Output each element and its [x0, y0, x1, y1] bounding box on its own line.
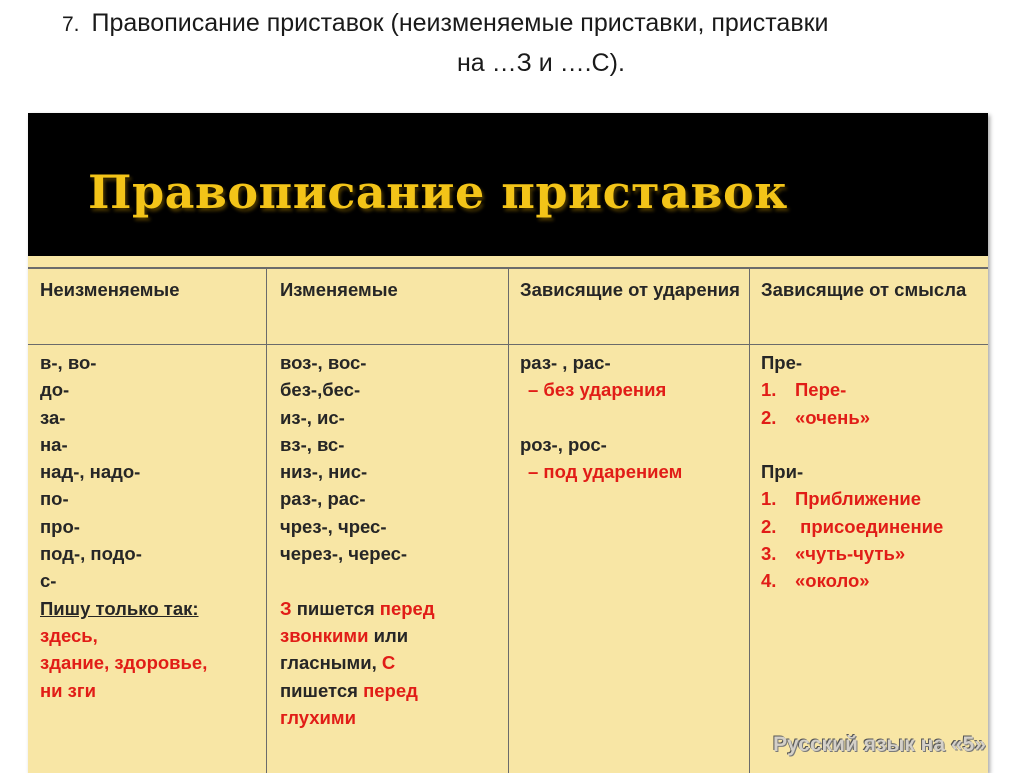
- item-text: Пере-: [795, 379, 847, 401]
- pri-meanings-list: [761, 485, 985, 594]
- column-stress-dependent: [520, 349, 744, 485]
- prefix-item: из-, ис-: [280, 406, 345, 428]
- note-label: Пишу только так:: [40, 597, 199, 619]
- unstressed-rule: – без ударения: [528, 379, 667, 401]
- prefix-item: до-: [40, 379, 70, 401]
- slide-title-line1: Правописание приставок (неизменяемые приставки, приставки: [91, 9, 829, 37]
- column-unchangeable: [40, 349, 262, 704]
- note-word: здание, здоровье,: [40, 652, 208, 674]
- column-divider-1: [266, 267, 267, 773]
- rule-line: [280, 649, 504, 676]
- item-text: Приближение: [795, 488, 922, 510]
- pre-meanings-list: [761, 376, 985, 431]
- meaning-item: [761, 376, 985, 403]
- rule-segment: З: [280, 597, 292, 619]
- column-divider-3: [749, 267, 750, 773]
- prefix-item: чрез-, чрес-: [280, 515, 387, 537]
- rule-segment: перед: [379, 597, 435, 619]
- prefix-item: с-: [40, 570, 57, 592]
- prefix-item: в-, во-: [40, 352, 97, 373]
- stressed-rule: – под ударением: [528, 461, 683, 483]
- prefix-item: низ-, нис-: [280, 461, 368, 483]
- prefix-item: раз-, рас-: [280, 488, 366, 510]
- prefix-item: под-, подо-: [40, 543, 142, 565]
- banner-title: Правописание приставок: [88, 165, 788, 219]
- header-unchangeable: Неизменяемые: [40, 279, 180, 300]
- item-text: «очень»: [795, 406, 870, 428]
- prefix-item: по-: [40, 488, 69, 510]
- rule-line: [280, 622, 504, 649]
- prefix-item: за-: [40, 406, 66, 428]
- prefix-item: на-: [40, 433, 68, 455]
- rule-line: [280, 595, 504, 622]
- meaning-item: [761, 513, 985, 540]
- column-meaning-dependent: [761, 349, 985, 595]
- changeable-rule: [280, 595, 504, 731]
- note-word: ни зги: [40, 679, 96, 701]
- rule-segment: пишется: [291, 597, 380, 619]
- item-number: 3.: [761, 543, 777, 565]
- prefix-item: про-: [40, 515, 80, 537]
- item-number: 1.: [761, 379, 777, 401]
- item-number: 2.: [761, 515, 777, 537]
- rule-segment: звонкими: [280, 624, 369, 646]
- item-text: присоединение: [795, 515, 944, 537]
- meaning-item: [761, 540, 985, 567]
- prefix-item: воз-, вос-: [280, 352, 367, 373]
- rule-line: [280, 704, 504, 731]
- item-number: 2.: [761, 406, 777, 428]
- rule-segment: пишется: [280, 679, 364, 701]
- item-number: 4.: [761, 570, 777, 592]
- meaning-item: [761, 485, 985, 512]
- changeable-prefix-list: [280, 349, 504, 567]
- rule-segment: гласными,: [280, 652, 382, 674]
- prefix-item: без-,бес-: [280, 379, 361, 401]
- table-banner: [28, 113, 988, 256]
- rule-line: [280, 677, 504, 704]
- rule-segment: перед: [363, 679, 418, 701]
- slide-title: [62, 4, 1002, 82]
- rule-segment: С: [381, 652, 396, 674]
- prefix-item: вз-, вс-: [280, 433, 345, 455]
- item-number: 1.: [761, 488, 777, 510]
- stressed-prefix: роз-, рос-: [520, 433, 607, 455]
- unchangeable-prefix-list: [40, 349, 262, 595]
- pri-label: При-: [761, 461, 804, 483]
- rule-segment: или: [368, 624, 409, 646]
- prefix-item: через-, черес-: [280, 543, 408, 565]
- unstressed-prefix: раз- , рас-: [520, 352, 611, 373]
- slide-number: 7.: [62, 13, 80, 36]
- meaning-item: [761, 404, 985, 431]
- source-watermark: Русский язык на «5»: [773, 733, 986, 756]
- item-text: «чуть-чуть»: [795, 543, 906, 565]
- rule-segment: глухими: [280, 706, 356, 728]
- note-words: [40, 622, 262, 704]
- header-stress-dependent: Зависящие от ударения: [520, 279, 740, 300]
- prefix-item: над-, надо-: [40, 461, 141, 483]
- slide-title-line2: на …З и ….С).: [457, 49, 625, 77]
- item-text: «около»: [795, 570, 870, 592]
- header-changeable: Изменяемые: [280, 279, 398, 300]
- prefix-table-image: [28, 113, 988, 773]
- meaning-item: [761, 567, 985, 594]
- column-changeable: [280, 349, 504, 731]
- header-meaning-dependent: Зависящие от смысла: [761, 279, 967, 300]
- pre-label: Пре-: [761, 352, 803, 373]
- note-word: здесь,: [40, 624, 98, 646]
- column-divider-2: [508, 267, 509, 773]
